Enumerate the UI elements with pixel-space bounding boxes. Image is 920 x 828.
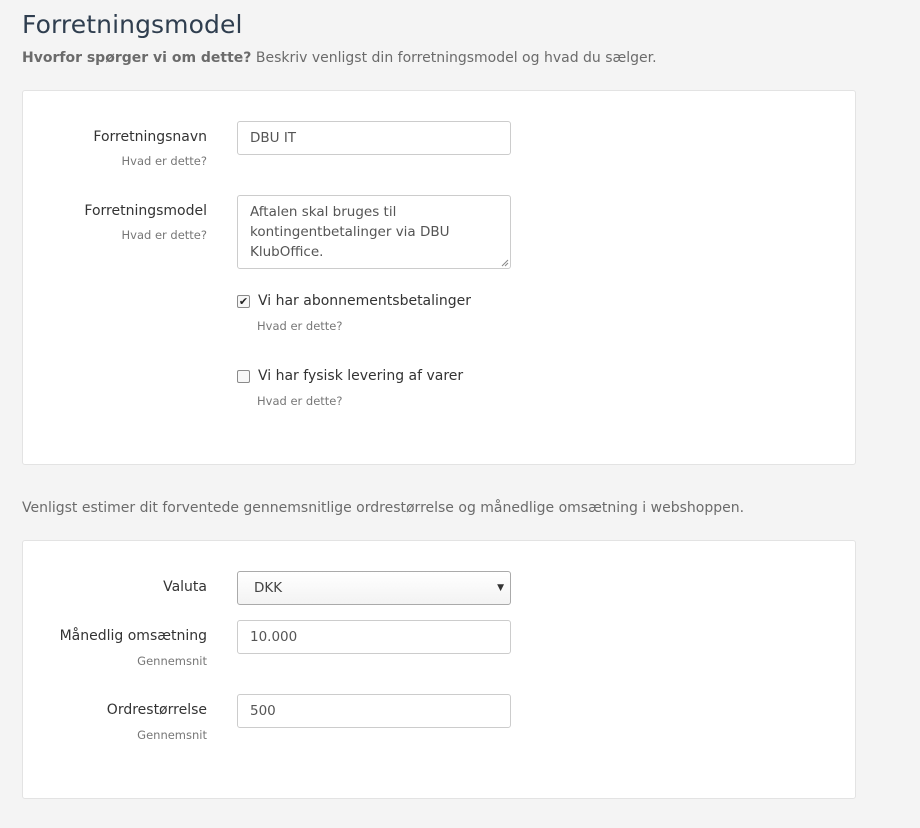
subscription-help-link[interactable]: Hvad er dette? <box>257 319 343 333</box>
physical-delivery-label: Vi har fysisk levering af varer <box>258 368 464 384</box>
intro-question: Hvorfor spørger vi om dette? <box>22 50 252 66</box>
monthly-revenue-label: Månedlig omsætning <box>59 628 207 644</box>
intro-description: Beskriv venligst din forretningsmodel og hvad du sælger. <box>251 50 657 66</box>
page-intro <box>22 50 657 66</box>
physical-delivery-checkbox-row[interactable] <box>237 368 463 384</box>
resize-grip-icon[interactable] <box>501 259 509 267</box>
business-name-help-link[interactable]: Hvad er dette? <box>121 154 207 168</box>
currency-value: DKK <box>254 580 283 596</box>
business-model-value: Aftalen skal bruges til kontingentbetalinger via DBU KlubOffice. <box>250 204 450 260</box>
business-name-label: Forretningsnavn <box>93 129 207 145</box>
page-title: Forretningsmodel <box>22 10 243 39</box>
currency-select[interactable] <box>237 571 511 605</box>
subscription-checkbox-row[interactable] <box>237 293 471 309</box>
order-size-help: Gennemsnit <box>137 728 207 742</box>
subscription-checkbox[interactable] <box>237 295 250 308</box>
business-name-value: DBU IT <box>250 130 297 146</box>
monthly-revenue-input[interactable] <box>237 620 511 654</box>
check-icon: ✔ <box>238 294 249 308</box>
monthly-revenue-help: Gennemsnit <box>137 654 207 668</box>
order-size-input[interactable] <box>237 694 511 728</box>
order-size-value: 500 <box>250 703 276 719</box>
physical-delivery-checkbox[interactable] <box>237 370 250 383</box>
physical-delivery-help-link[interactable]: Hvad er dette? <box>257 394 343 408</box>
order-size-label: Ordrestørrelse <box>106 702 207 718</box>
monthly-revenue-value: 10.000 <box>250 629 298 645</box>
business-model-help-link[interactable]: Hvad er dette? <box>121 228 207 242</box>
business-model-label: Forretningsmodel <box>84 203 207 219</box>
estimate-intro: Venligst estimer dit forventede gennemsnitlige ordrestørrelse og månedlige omsætning i webshoppen. <box>22 500 745 516</box>
subscription-label: Vi har abonnementsbetalinger <box>258 293 472 309</box>
currency-label: Valuta <box>163 579 207 595</box>
business-name-input[interactable] <box>237 121 511 155</box>
caret-down-icon: ▼ <box>497 583 504 593</box>
business-model-textarea[interactable] <box>237 195 511 269</box>
